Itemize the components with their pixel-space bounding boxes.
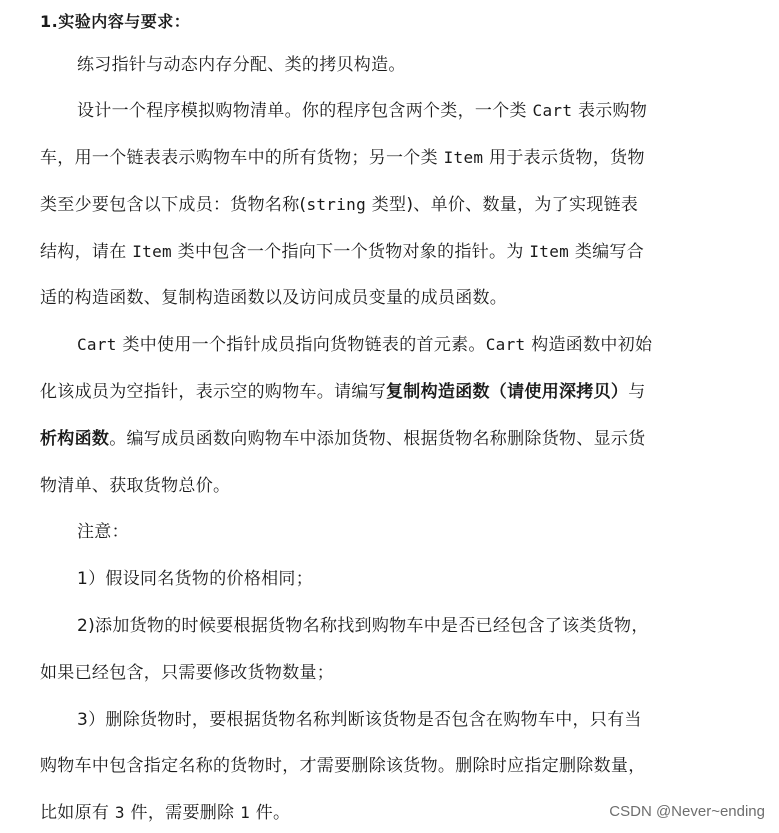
text-span: 结构，请在 (40, 242, 133, 262)
design-paragraph-line-5: 适的构造函数、复制构造函数以及访问成员变量的成员函数。 (40, 288, 508, 308)
text-span: 类型)、单价、数量，为了实现链表 (366, 195, 639, 215)
design-paragraph-line-2 (40, 147, 645, 169)
text-span: 。编写成员函数向购物车中添加货物、根据货物名称删除货物、显示货 (109, 429, 646, 449)
note-3-line-1: 3）删除货物时，要根据货物名称判断该货物是否包含在购物车中，只有当 (77, 710, 642, 730)
number-span: 3 (114, 803, 125, 822)
note-label: 注意： (77, 522, 129, 542)
bold-text: 复制构造函数（请使用深拷贝） (386, 382, 629, 402)
code-cart: Cart (485, 335, 526, 354)
bold-text: 析构函数 (40, 429, 110, 449)
code-item: Item (132, 242, 172, 261)
text-span: 化该成员为空指针，表示空的购物车。请编写 (40, 382, 386, 402)
cart-paragraph-line-1 (77, 334, 652, 356)
text-span: 构造函数中初始 (525, 335, 653, 355)
text-span: 比如原有 (40, 803, 115, 823)
code-cart: Cart (77, 335, 117, 354)
note-2-line-2: 如果已经包含，只需要修改货物数量； (40, 663, 335, 683)
text-span: 与 (628, 382, 646, 402)
note-2-line-1: 2)添加货物的时候要根据货物名称找到购物车中是否已经包含了该类货物， (77, 616, 649, 636)
text-span: 件。 (250, 803, 291, 823)
csdn-watermark: CSDN @Never~ending (609, 803, 765, 820)
code-item: Item (443, 148, 484, 167)
text-span: 类至少要包含以下成员：货物名称( (40, 195, 307, 215)
cart-paragraph-line-4: 物清单、获取货物总价。 (40, 476, 231, 496)
text-span: 设计一个程序模拟购物清单。你的程序包含两个类，一个类 (77, 101, 533, 121)
design-paragraph-line-4 (40, 241, 644, 263)
text-span: 表示购物 (572, 101, 648, 121)
cart-paragraph-line-2 (40, 381, 646, 403)
note-3-line-2: 购物车中包含指定名称的货物时，才需要删除该货物。删除时应指定删除数量， (40, 756, 646, 776)
design-paragraph-line-1 (77, 100, 647, 122)
note-3-line-3 (40, 802, 290, 824)
cart-paragraph-line-3 (40, 428, 646, 450)
note-1: 1）假设同名货物的价格相同； (77, 569, 314, 589)
text-span: 类中包含一个指向下一个货物对象的指针。为 (171, 242, 530, 262)
code-string: string (306, 195, 367, 214)
intro-paragraph: 练习指针与动态内存分配、类的拷贝构造。 (77, 55, 406, 75)
code-item: Item (529, 242, 570, 261)
section-heading: 1.实验内容与要求： (40, 12, 191, 31)
number-span: 1 (240, 803, 250, 822)
text-span: 用于表示货物，货物 (483, 148, 645, 168)
text-span: 类编写合 (569, 242, 645, 262)
text-span: 件，需要删除 (124, 803, 241, 823)
code-cart: Cart (532, 101, 573, 120)
text-span: 车，用一个链表表示购物车中的所有货物；另一个类 (40, 148, 444, 168)
design-paragraph-line-3 (40, 194, 638, 216)
text-span: 类中使用一个指针成员指向货物链表的首元素。 (116, 335, 486, 355)
